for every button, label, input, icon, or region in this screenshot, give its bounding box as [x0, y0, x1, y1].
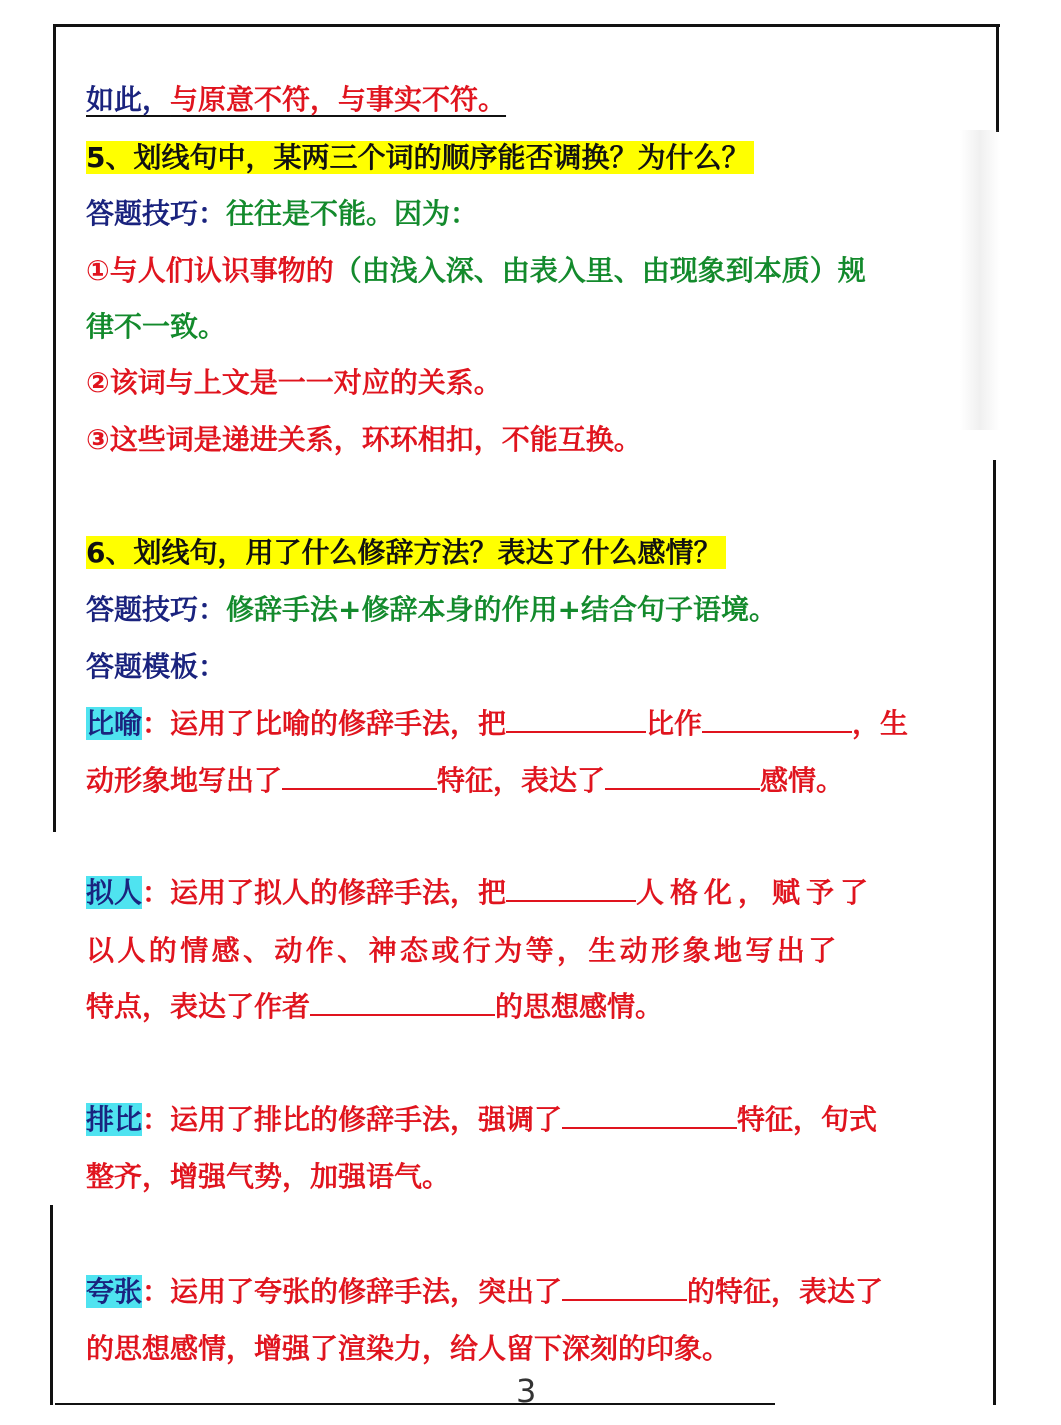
- text-fragment: 如此，: [86, 83, 171, 116]
- text-fragment: ：运用了排比的修辞手法，强调了: [142, 1103, 563, 1136]
- text-fragment: 比作: [646, 707, 703, 740]
- tip-text: 往往是不能。因为：: [226, 197, 479, 230]
- question-6-template-label: [86, 647, 226, 687]
- fill-blank: [702, 705, 852, 733]
- fill-blank: [605, 762, 760, 790]
- text-fragment: 的特征，表达了: [687, 1275, 884, 1308]
- personification-template-line-2: [86, 931, 840, 971]
- text-fragment: ：运用了拟人的修辞手法，把: [142, 876, 507, 909]
- template-label: 答题模板：: [86, 650, 227, 683]
- reason-1-part-c: 律不一致。: [86, 310, 227, 343]
- fill-blank: [506, 874, 636, 902]
- reason-1-continued: [86, 307, 226, 347]
- text-fragment: 特征，句式: [737, 1103, 878, 1136]
- question-5-tip: [86, 194, 478, 234]
- text-fragment: 的思想感情，增强了渲染力，给人留下深刻的印象。: [86, 1332, 731, 1365]
- metaphor-template-line-1: [86, 704, 908, 744]
- parallelism-template-line-1: [86, 1100, 877, 1140]
- text-fragment: 感情。: [760, 764, 845, 797]
- reason-1: [86, 251, 866, 291]
- question-6-tip: [86, 590, 777, 630]
- reason-1-part-b: （由浅入深、由表入里、由现象到本质）规: [333, 254, 866, 287]
- reason-1-part-a: ①与人们认识事物的: [86, 254, 334, 287]
- fill-blank: [310, 988, 495, 1016]
- reason-3-text: ③这些词是递进关系，环环相扣，不能互换。: [86, 423, 642, 456]
- text-fragment: ：运用了比喻的修辞手法，把: [142, 707, 507, 740]
- page-number: 3: [516, 1372, 537, 1410]
- personification-label: 拟人: [86, 876, 143, 909]
- text-fragment: 特征，表达了: [437, 764, 606, 797]
- personification-template-line-3: [86, 987, 663, 1027]
- text-fragment: 动形象地写出了: [86, 764, 283, 797]
- page-border-left: [53, 24, 56, 832]
- question-6-heading: [86, 533, 726, 573]
- fill-blank: [506, 705, 646, 733]
- reason-2-text: ②该词与上文是一一对应的关系。: [86, 366, 502, 399]
- parallelism-label: 排比: [86, 1103, 143, 1136]
- text-fragment: 以人的情感、动作、神态或行为等，生动形象地写出了: [86, 934, 840, 967]
- page-border-right-lower: [993, 460, 996, 1405]
- metaphor-label: 比喻: [86, 707, 143, 740]
- question-6-text: 6、划线句，用了什么修辞方法？表达了什么感情？: [86, 536, 726, 569]
- metaphor-template-line-2: [86, 761, 844, 801]
- parallelism-template-line-2: [86, 1157, 450, 1197]
- text-fragment: 整齐，增强气势，加强语气。: [86, 1160, 451, 1193]
- text-fragment: 的思想感情。: [495, 990, 664, 1023]
- page-border-top: [55, 24, 1000, 27]
- personification-template-line-1: [86, 873, 874, 913]
- reason-2: [86, 363, 502, 403]
- hyperbole-label: 夸张: [86, 1275, 143, 1308]
- fill-blank: [282, 762, 437, 790]
- page-border-right: [996, 24, 999, 132]
- tip-label: 答题技巧：: [86, 593, 227, 626]
- question-5-text: 5、划线句中，某两三个词的顺序能否调换？为什么？: [86, 141, 754, 174]
- hyperbole-template-line-2: [86, 1329, 730, 1369]
- fill-blank: [562, 1101, 737, 1129]
- page-border-left-lower: [50, 1205, 53, 1405]
- text-line-intro: [86, 80, 506, 120]
- text-fragment: 特点，表达了作者: [86, 990, 311, 1023]
- page-border-bottom: [55, 1403, 775, 1405]
- reason-3: [86, 420, 642, 460]
- fill-blank: [562, 1273, 687, 1301]
- text-fragment: ：运用了夸张的修辞手法，突出了: [142, 1275, 563, 1308]
- tip-text: 修辞手法+修辞本身的作用+结合句子语境。: [226, 593, 777, 626]
- paper-fold-shadow: [960, 130, 1000, 430]
- question-5-heading: [86, 138, 754, 178]
- text-fragment: 人格化，赋予了: [636, 876, 875, 909]
- hyperbole-template-line-1: [86, 1272, 883, 1312]
- text-fragment: 与原意不符，与事实不符。: [170, 83, 507, 116]
- tip-label: 答题技巧：: [86, 197, 227, 230]
- text-fragment: ，生: [852, 707, 909, 740]
